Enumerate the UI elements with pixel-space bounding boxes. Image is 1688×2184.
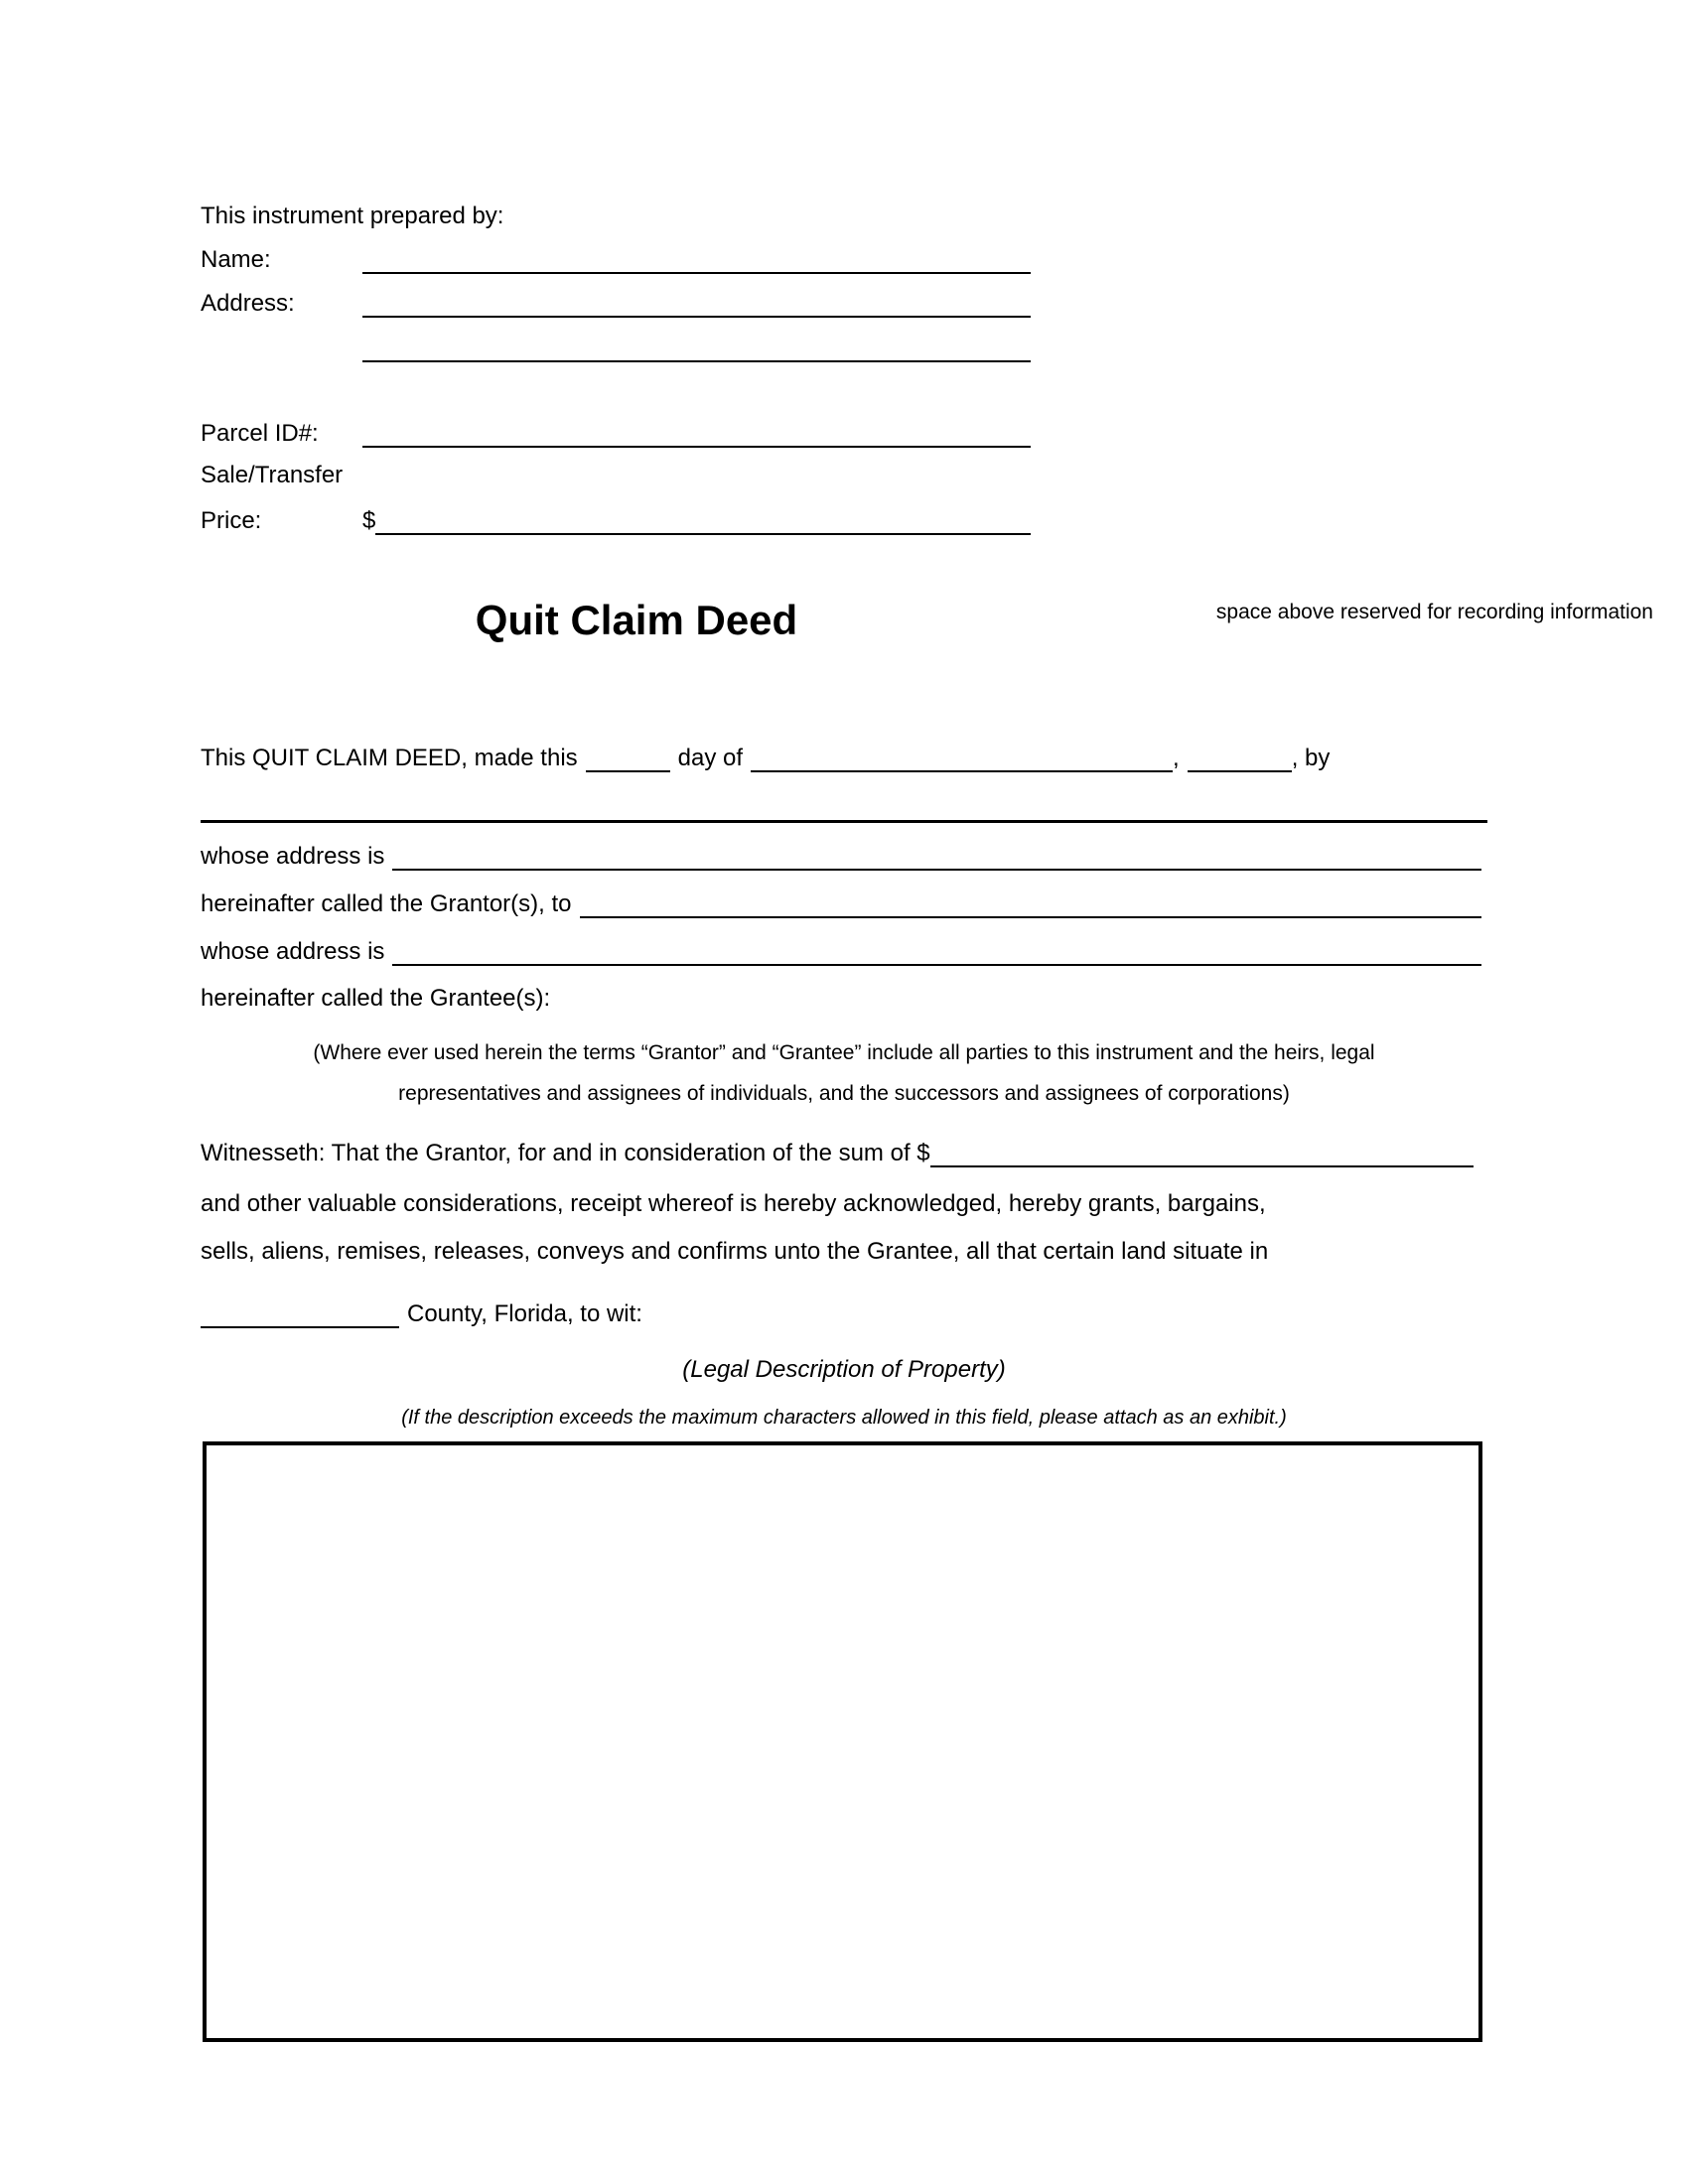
parcel-row [201, 418, 1031, 448]
definition-line-1: (Where ever used herein the terms “Grantor” and “Grantee” include all parties to this instrument and the heirs, legal [313, 1041, 1375, 1064]
witnesseth-row [201, 1138, 1474, 1167]
preparer-name-line[interactable] [362, 244, 1031, 274]
preparer-heading: This instrument prepared by: [201, 203, 504, 229]
grantee-address-row [201, 936, 1481, 966]
intro-comma: , [1173, 745, 1180, 772]
day-blank[interactable] [586, 743, 670, 772]
price-label: Price: [201, 507, 262, 535]
address-label: Address: [201, 290, 295, 318]
whose-address-2-text: whose address is [201, 938, 385, 966]
grantor-clause-text: hereinafter called the Grantor(s), to [201, 890, 572, 918]
price-line[interactable] [375, 505, 1031, 535]
legal-description-box[interactable] [203, 1441, 1482, 2042]
whose-address-1-text: whose address is [201, 843, 385, 871]
grantee-name-line[interactable] [580, 888, 1481, 918]
grantor-name-line[interactable] [201, 793, 1487, 823]
county-clause-text: County, Florida, to wit: [407, 1300, 642, 1328]
witnesseth-line-2: and other valuable considerations, receipt whereof is hereby acknowledged, hereby grants, bargains, [201, 1190, 1266, 1217]
sale-transfer-label: Sale/Transfer [201, 462, 344, 488]
consideration-amount-line[interactable] [930, 1138, 1474, 1167]
address-row-2 [362, 333, 1031, 362]
name-label: Name: [201, 246, 271, 274]
grantor-address-row [201, 841, 1481, 871]
price-row [201, 505, 1031, 535]
legal-description-note: (If the description exceeds the maximum characters allowed in this field, please attach as an exhibit.) [401, 1407, 1287, 1429]
address-row [201, 288, 1031, 318]
legal-description-heading: (Legal Description of Property) [682, 1356, 1006, 1383]
year-blank[interactable] [1188, 743, 1292, 772]
preparer-address-line-1[interactable] [362, 288, 1031, 318]
day-of-text: day of [677, 745, 744, 772]
intro-row [201, 743, 1489, 772]
parcel-id-label: Parcel ID#: [201, 420, 319, 448]
grantee-address-line[interactable] [392, 936, 1481, 966]
witnesseth-text: Witnesseth: That the Grantor, for and in consideration of the sum of $ [201, 1140, 930, 1167]
name-row [201, 244, 1031, 274]
county-blank[interactable] [201, 1298, 399, 1328]
preparer-address-line-2[interactable] [362, 333, 1031, 362]
page-title: Quit Claim Deed [475, 597, 798, 643]
month-blank[interactable] [751, 743, 1173, 772]
grantee-clause-text: hereinafter called the Grantee(s): [201, 985, 551, 1012]
witnesseth-line-3: sells, aliens, remises, releases, conveys and confirms unto the Grantee, all that certain land situate in [201, 1238, 1269, 1265]
grantor-clause-row [201, 888, 1481, 918]
county-row [201, 1298, 1489, 1328]
recording-space-note: space above reserved for recording information [1215, 601, 1653, 623]
dollar-sign: $ [362, 507, 376, 535]
definition-line-2: representatives and assignees of individuals, and the successors and assignees of corporations) [398, 1082, 1290, 1105]
intro-text: This QUIT CLAIM DEED, made this [201, 745, 578, 772]
grantor-address-line[interactable] [392, 841, 1481, 871]
parcel-id-line[interactable] [362, 418, 1031, 448]
intro-by-text: , by [1291, 745, 1331, 772]
grantor-name-row [201, 793, 1487, 823]
